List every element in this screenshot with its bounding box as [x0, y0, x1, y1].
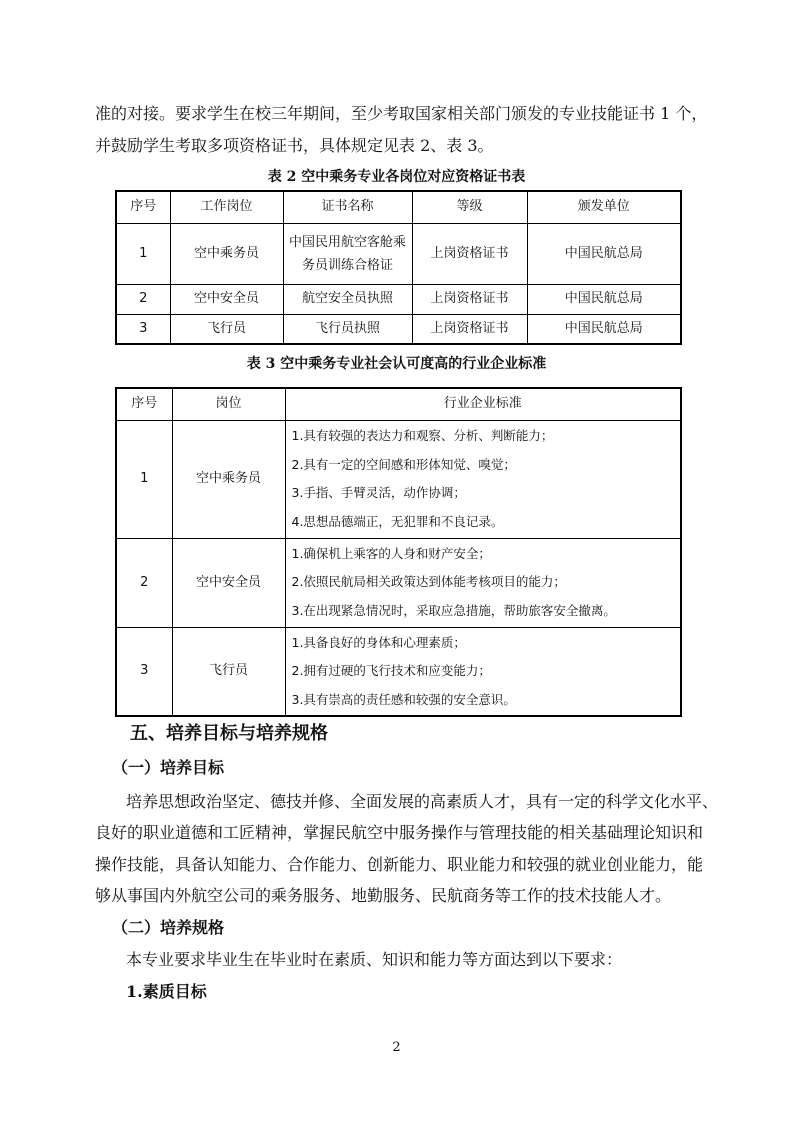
table2-caption: 表 2 空中乘务专业各岗位对应资格证书表: [267, 169, 526, 185]
table-row: [116, 223, 681, 284]
cert-line: 中国民用航空客舱乘: [288, 234, 406, 250]
cell-level: 上岗资格证书: [412, 223, 527, 284]
table2: [115, 190, 682, 345]
paragraph-line: 培养思想政治坚定、德技并修、全面发展的高素质人才，具有一定的科学文化水平、: [126, 792, 719, 811]
table-row: [116, 284, 681, 314]
table2-header: 颁发单位: [527, 191, 681, 223]
standard-item: 3.具有崇高的责任感和较强的安全意识。: [291, 691, 516, 707]
table2-header: 证书名称: [283, 191, 412, 223]
intro-line-2: 并鼓励学生考取多项资格证书，具体规定见表 2、表 3。: [95, 136, 494, 155]
standard-item: 4.思想品德端正，无犯罪和不良记录。: [291, 513, 504, 529]
standard-item: 3.手指、手臂灵活，动作协调；: [291, 485, 466, 500]
section-heading: 五、培养目标与培养规格: [130, 723, 328, 744]
cell-standards: [285, 627, 681, 716]
cell-issuer: 中国民航总局: [527, 223, 681, 284]
table3-header: 序号: [116, 388, 172, 420]
table3-header: 岗位: [172, 388, 285, 420]
cell-cert: 航空安全员执照: [283, 284, 412, 314]
table-row: [116, 538, 681, 627]
cell-cert: [283, 223, 412, 284]
subsection-heading: （二）培养规格: [112, 918, 225, 937]
table2-header: 序号: [116, 191, 170, 223]
standard-item: 1.确保机上乘客的人身和财产安全；: [291, 545, 491, 561]
cell-no: 2: [116, 538, 172, 627]
cell-no: 2: [116, 284, 170, 314]
subsection-heading: 1.素质目标: [126, 982, 207, 1001]
table3: [115, 387, 682, 717]
table2-header: 等级: [412, 191, 527, 223]
cell-no: 3: [116, 627, 172, 716]
cell-level: 上岗资格证书: [412, 284, 527, 314]
table2-header: 工作岗位: [170, 191, 283, 223]
standard-item: 1.具有较强的表达力和观察、分析、判断能力；: [291, 428, 554, 443]
cell-level: 上岗资格证书: [412, 314, 527, 344]
paragraph-line: 操作技能，具备认知能力、合作能力、创新能力、职业能力和较强的就业创业能力，能: [95, 855, 704, 874]
table-row: [116, 420, 681, 538]
intro-line-1: 准的对接。要求学生在校三年期间，至少考取国家相关部门颁发的专业技能证书 1 个，: [95, 104, 708, 123]
subsection-heading: （一）培养目标: [112, 758, 225, 777]
cell-standards: [285, 538, 681, 627]
paragraph-line: 够从事国内外航空公司的乘务服务、地勤服务、民航商务等工作的技术技能人才。: [95, 886, 672, 905]
cell-cert: 飞行员执照: [283, 314, 412, 344]
table-row: [116, 627, 681, 716]
cell-post: 空中乘务员: [172, 420, 285, 538]
cell-issuer: 中国民航总局: [527, 314, 681, 344]
standard-item: 2.依照民航局相关政策达到体能考核项目的能力；: [291, 574, 566, 590]
cell-no: 1: [116, 420, 172, 538]
cell-post: 空中安全员: [170, 284, 283, 314]
table3-caption: 表 3 空中乘务专业社会认可度高的行业企业标准: [246, 356, 547, 372]
cell-no: 1: [116, 223, 170, 284]
standard-item: 2.具有一定的空间感和形体知觉、嗅觉；: [291, 456, 516, 472]
page-number: 2: [392, 1040, 401, 1055]
cell-no: 3: [116, 314, 170, 344]
cell-post: 空中安全员: [172, 538, 285, 627]
cell-post: 飞行员: [170, 314, 283, 344]
standard-item: 2.拥有过硬的飞行技术和应变能力；: [291, 663, 491, 678]
cert-line: 务员训练合格证: [301, 257, 393, 273]
cell-standards: [285, 420, 681, 538]
standard-item: 3.在出现紧急情况时，采取应急措施，帮助旅客安全撤离。: [291, 602, 616, 618]
paragraph-line: 良好的职业道德和工匠精神，掌握民航空中服务操作与管理技能的相关基础理论知识和: [95, 823, 704, 842]
table3-header: 行业企业标准: [285, 388, 681, 420]
table-row: [116, 314, 681, 344]
cell-issuer: 中国民航总局: [527, 284, 681, 314]
cell-post: 空中乘务员: [170, 223, 283, 284]
standard-item: 1.具备良好的身体和心理素质；: [291, 634, 466, 650]
paragraph-line: 本专业要求毕业生在毕业时在素质、知识和能力等方面达到以下要求：: [126, 950, 623, 969]
cell-post: 飞行员: [172, 627, 285, 716]
